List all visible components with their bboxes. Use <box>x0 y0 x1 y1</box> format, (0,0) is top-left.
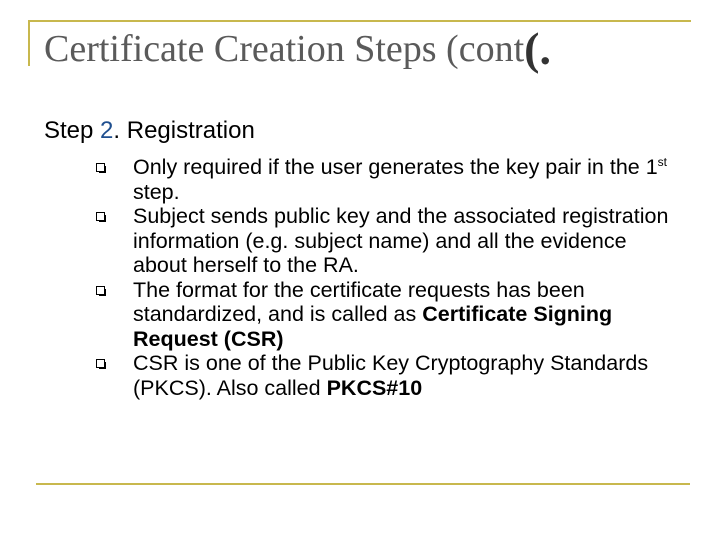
bullet-item <box>96 278 686 352</box>
bullet-text: Only required if the user generates the key pair in the 1 <box>133 155 658 179</box>
slide-title-text: Certificate Creation Steps (cont <box>44 28 525 70</box>
bullet-text: The format for the certificate requests has been standardized, and is called as <box>133 277 585 326</box>
bullet-square-icon <box>96 286 105 295</box>
heading-suffix: . Registration <box>113 117 255 144</box>
bullet-item <box>96 204 686 278</box>
heading-prefix: Step <box>44 117 101 144</box>
bullet-superscript: st <box>657 155 668 169</box>
heading-step-number: 2 <box>100 117 114 144</box>
bullet-text: CSR is one of the Public Key Cryptography Standards (PKCS). Also called <box>133 351 649 400</box>
title-accent-top-line <box>28 20 691 22</box>
bullet-square-icon <box>96 163 105 172</box>
bullet-text: Subject sends public key and the associated registration information (e.g. subject name) and all the evidence about herself to the RA. <box>133 204 669 277</box>
bullet-item <box>96 351 686 400</box>
slide-title <box>44 23 551 74</box>
bullet-item <box>96 155 686 204</box>
bullet-bold-term: Certificate Signing Request (CSR) <box>133 302 613 351</box>
bullet-bold-term: PKCS#10 <box>326 375 423 400</box>
footer-accent-line <box>36 483 690 485</box>
bullet-square-icon <box>96 212 105 221</box>
section-heading <box>44 116 255 146</box>
bullet-list <box>96 155 686 400</box>
bullet-text-end: step. <box>133 179 180 204</box>
title-accent-vertical-line <box>28 20 30 66</box>
slide-title-paren: (. <box>524 23 551 74</box>
bullet-square-icon <box>96 359 105 368</box>
